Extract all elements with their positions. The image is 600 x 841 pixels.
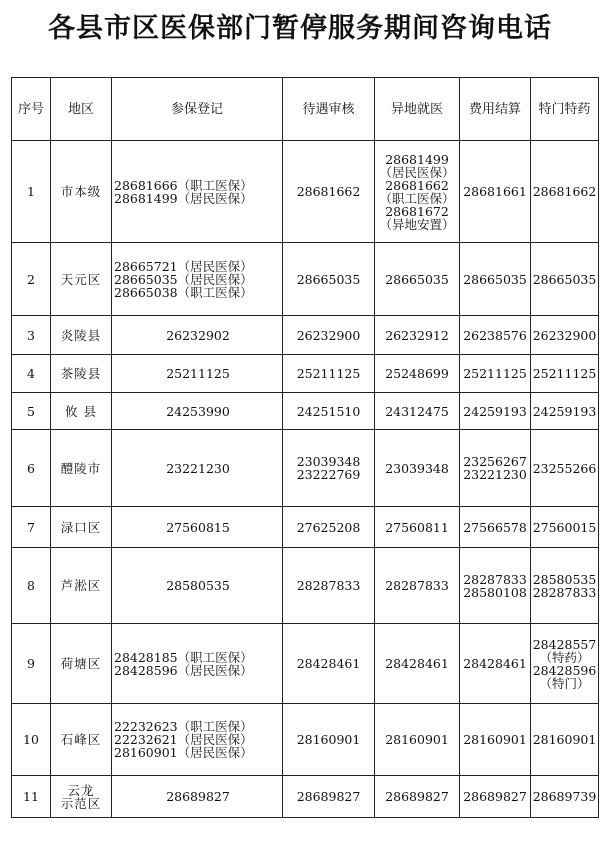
cell-remote-medical — [375, 393, 460, 430]
cell-line: 27625208 — [296, 519, 361, 535]
cell-line: 23221230 — [463, 467, 527, 482]
cell-line: 28160901 — [296, 732, 361, 747]
header-no: 序号 — [12, 78, 51, 141]
cell-settlement — [460, 507, 531, 548]
cell-line: 24259193 — [463, 403, 527, 419]
cell-registration — [112, 316, 283, 355]
cell-line: 石峰区 — [60, 732, 102, 747]
cell-line: 荷塘区 — [60, 656, 102, 671]
cell-benefit-audit — [283, 548, 375, 624]
cell-registration — [112, 507, 283, 548]
cell-line: 28681499 — [385, 151, 449, 167]
cell-line: 28665035 — [385, 271, 449, 287]
contact-table — [11, 77, 599, 818]
cell-no: 3 — [12, 316, 51, 355]
cell-remote-medical — [375, 243, 460, 316]
cell-line: 炎陵县 — [60, 327, 102, 343]
cell-registration — [112, 243, 283, 316]
cell-line: 28681662 — [296, 184, 361, 199]
cell-registration — [112, 624, 283, 704]
cell-settlement — [460, 704, 531, 776]
cell-line: 28428461 — [463, 656, 527, 671]
cell-line: 芦淞区 — [60, 578, 102, 593]
cell-remote-medical — [375, 141, 460, 243]
table-row — [12, 393, 599, 430]
cell-line: 28160901 — [532, 732, 597, 747]
cell-line: 28428461 — [385, 656, 449, 671]
cell-registration — [112, 393, 283, 430]
table-row — [12, 355, 599, 393]
cell-region — [51, 355, 112, 393]
cell-region — [51, 430, 112, 507]
table-row — [12, 430, 599, 507]
table-row — [12, 316, 599, 355]
header-region: 地区 — [51, 78, 112, 141]
cell-line: 28665721（居民医保） — [114, 258, 253, 274]
cell-line: 27560015 — [532, 519, 597, 535]
cell-line: 24259193 — [532, 403, 597, 419]
page-title: 各县市区医保部门暂停服务期间咨询电话 — [48, 13, 552, 44]
table-row — [12, 243, 599, 316]
cell-registration — [112, 141, 283, 243]
cell-line: 24251510 — [296, 403, 361, 419]
cell-special-drugs — [531, 243, 599, 316]
cell-line: 28681672 — [385, 203, 449, 219]
header-benefit-audit: 待遇审核 — [283, 78, 375, 141]
cell-line: 22232623（职工医保） — [114, 719, 253, 734]
table-row — [12, 141, 599, 243]
cell-line: 28665035 — [296, 271, 361, 287]
cell-line: 28689827 — [166, 789, 230, 804]
cell-line: 醴陵市 — [60, 460, 102, 476]
cell-line: 28428596 — [532, 662, 597, 678]
cell-no: 7 — [12, 507, 51, 548]
cell-line: 28287833 — [463, 571, 527, 587]
cell-registration — [112, 548, 283, 624]
cell-settlement — [460, 776, 531, 818]
cell-line: 28580108 — [463, 584, 527, 600]
cell-settlement — [460, 548, 531, 624]
cell-line: （居民医保） — [379, 164, 455, 180]
cell-registration — [112, 704, 283, 776]
cell-line: 26238576 — [463, 327, 527, 343]
cell-line: 28428596（居民医保） — [114, 662, 253, 678]
cell-line: 28665035 — [463, 271, 527, 287]
cell-line: 28689827 — [296, 789, 361, 804]
cell-remote-medical — [375, 316, 460, 355]
cell-region — [51, 507, 112, 548]
cell-settlement — [460, 393, 531, 430]
cell-remote-medical — [375, 507, 460, 548]
cell-line: 28287833 — [385, 578, 449, 593]
header-registration: 参保登记 — [112, 78, 283, 141]
cell-line: 天元区 — [60, 271, 102, 287]
cell-benefit-audit — [283, 507, 375, 548]
cell-special-drugs — [531, 355, 599, 393]
cell-line: 25211125 — [296, 366, 361, 381]
cell-no: 6 — [12, 430, 51, 507]
cell-region — [51, 548, 112, 624]
cell-no: 4 — [12, 355, 51, 393]
cell-registration — [112, 355, 283, 393]
cell-line: 28428461 — [296, 656, 361, 671]
cell-region — [51, 316, 112, 355]
cell-line: 26232902 — [166, 327, 230, 343]
cell-line: 24312475 — [385, 403, 449, 419]
table-row — [12, 704, 599, 776]
cell-line: 28580535 — [166, 578, 230, 593]
cell-benefit-audit — [283, 776, 375, 818]
cell-line: 28160901（居民医保） — [114, 745, 253, 760]
cell-settlement — [460, 624, 531, 704]
cell-line: 26232912 — [385, 327, 449, 343]
cell-line: 28665035（居民医保） — [114, 271, 253, 287]
cell-line: （特门） — [539, 675, 590, 691]
cell-line: 23255266 — [532, 460, 597, 476]
table-row — [12, 548, 599, 624]
cell-no: 5 — [12, 393, 51, 430]
cell-line: 攸 县 — [65, 403, 97, 419]
cell-line: 28428185（职工医保） — [114, 649, 253, 665]
cell-region — [51, 243, 112, 316]
cell-line: 28428557 — [532, 636, 597, 652]
cell-special-drugs — [531, 548, 599, 624]
cell-line: （特药） — [539, 649, 590, 665]
cell-line: 28689827 — [463, 789, 527, 804]
cell-region — [51, 624, 112, 704]
cell-line: 26232900 — [296, 327, 361, 343]
cell-line: （职工医保） — [379, 190, 455, 206]
cell-settlement — [460, 243, 531, 316]
cell-special-drugs — [531, 507, 599, 548]
cell-region — [51, 704, 112, 776]
header-remote-medical: 异地就医 — [375, 78, 460, 141]
cell-line: 25211125 — [166, 366, 230, 381]
cell-line: 23221230 — [166, 460, 230, 476]
cell-region — [51, 141, 112, 243]
table-row — [12, 776, 599, 818]
cell-benefit-audit — [283, 243, 375, 316]
cell-line: 23039348 — [385, 460, 449, 476]
cell-special-drugs — [531, 776, 599, 818]
cell-line: 23256267 — [463, 454, 527, 469]
cell-line: 28681661 — [463, 184, 527, 199]
cell-benefit-audit — [283, 355, 375, 393]
cell-line: 28287833 — [296, 578, 361, 593]
cell-line: 28665035 — [532, 271, 597, 287]
cell-remote-medical — [375, 776, 460, 818]
cell-no: 2 — [12, 243, 51, 316]
cell-special-drugs — [531, 624, 599, 704]
cell-line: 28681666（职工医保） — [114, 177, 253, 193]
cell-line: 27560811 — [385, 519, 449, 535]
table-row — [12, 507, 599, 548]
header-settlement: 费用结算 — [460, 78, 531, 141]
cell-benefit-audit — [283, 704, 375, 776]
cell-no: 8 — [12, 548, 51, 624]
cell-benefit-audit — [283, 316, 375, 355]
cell-line: 25248699 — [385, 366, 449, 381]
cell-special-drugs — [531, 704, 599, 776]
cell-line: 云龙 — [67, 782, 95, 798]
cell-no: 9 — [12, 624, 51, 704]
cell-remote-medical — [375, 355, 460, 393]
cell-line: 24253990 — [166, 403, 230, 419]
cell-settlement — [460, 355, 531, 393]
cell-line: 28160901 — [385, 732, 449, 747]
cell-remote-medical — [375, 704, 460, 776]
cell-special-drugs — [531, 393, 599, 430]
cell-region — [51, 393, 112, 430]
table-row — [12, 624, 599, 704]
cell-special-drugs — [531, 141, 599, 243]
cell-line: 28681662 — [532, 184, 597, 199]
cell-special-drugs — [531, 316, 599, 355]
header-special-drugs: 特门特药 — [531, 78, 599, 141]
cell-line: 28689739 — [532, 789, 597, 804]
cell-line: 25211125 — [532, 366, 597, 381]
cell-benefit-audit — [283, 393, 375, 430]
cell-line: 28665038（职工医保） — [114, 284, 253, 300]
cell-line: 28681499（居民医保） — [114, 190, 253, 206]
cell-line: 28160901 — [463, 732, 527, 747]
cell-remote-medical — [375, 624, 460, 704]
cell-line: 28681662 — [385, 177, 449, 193]
cell-line: 27566578 — [463, 519, 527, 535]
cell-no: 1 — [12, 141, 51, 243]
cell-no: 11 — [12, 776, 51, 818]
cell-line: 28287833 — [532, 584, 597, 600]
cell-line: 25211125 — [463, 366, 527, 381]
cell-remote-medical — [375, 430, 460, 507]
header-row — [12, 78, 599, 141]
cell-line: 市本级 — [60, 184, 102, 199]
cell-region — [51, 776, 112, 818]
cell-line: 28689827 — [385, 789, 449, 804]
cell-no: 10 — [12, 704, 51, 776]
cell-line: 茶陵县 — [60, 366, 102, 381]
cell-line: 28580535 — [532, 571, 597, 587]
cell-line: 22232621（居民医保） — [114, 732, 253, 747]
cell-line: 23039348 — [296, 454, 361, 469]
cell-benefit-audit — [283, 430, 375, 507]
cell-settlement — [460, 141, 531, 243]
cell-benefit-audit — [283, 141, 375, 243]
cell-line: 23222769 — [296, 467, 361, 482]
cell-remote-medical — [375, 548, 460, 624]
cell-line: 27560815 — [166, 519, 230, 535]
cell-line: 示范区 — [60, 795, 102, 811]
cell-line: 26232900 — [532, 327, 597, 343]
cell-registration — [112, 776, 283, 818]
cell-benefit-audit — [283, 624, 375, 704]
cell-settlement — [460, 316, 531, 355]
cell-registration — [112, 430, 283, 507]
cell-line: （异地安置） — [379, 216, 455, 232]
cell-special-drugs — [531, 430, 599, 507]
cell-settlement — [460, 430, 531, 507]
cell-line: 渌口区 — [60, 519, 102, 535]
